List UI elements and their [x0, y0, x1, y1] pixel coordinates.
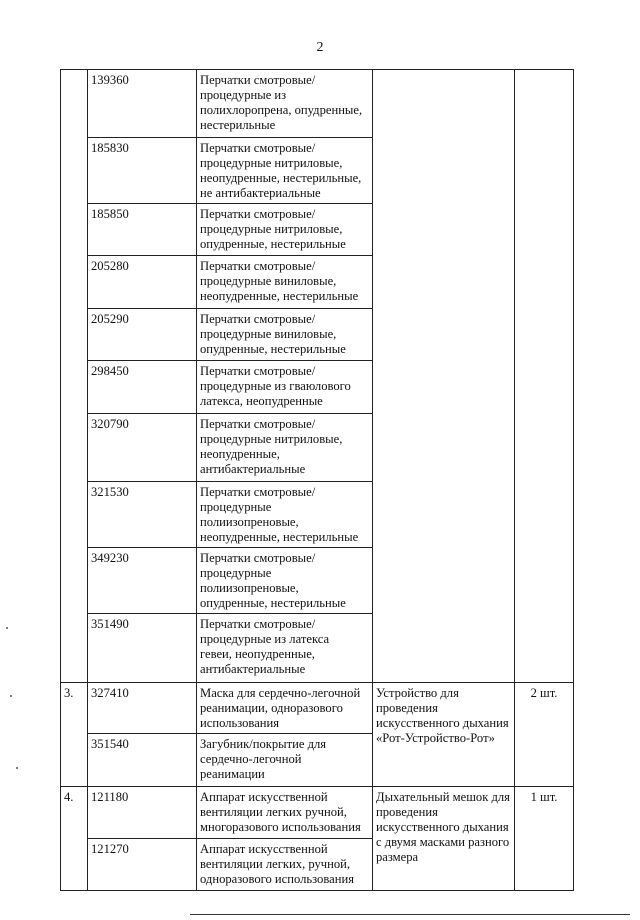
item-name: Перчатки смотровые/ процедурные нитриловые, неопудренные, антибактериальные: [197, 414, 373, 482]
item-code: 320790: [88, 414, 197, 482]
item-code: 205290: [88, 309, 197, 361]
item-code: 121270: [88, 839, 197, 891]
quantity: 1 шт.: [515, 787, 574, 891]
item-name: Аппарат искусственной вентиляции легких, ручной, одноразового использования: [197, 839, 373, 891]
item-code: 205280: [88, 256, 197, 309]
item-name: Перчатки смотровые/ процедурные полиизопреновые, опудренные, нестерильные: [197, 548, 373, 614]
equipment-table: [60, 69, 574, 891]
table-row: [61, 70, 574, 138]
item-name: Аппарат искусственной вентиляции легких ручной, многоразового использования: [197, 787, 373, 839]
item-code: 321530: [88, 482, 197, 548]
table-row: [61, 683, 574, 734]
item-code: 349230: [88, 548, 197, 614]
device-cell: [373, 70, 515, 683]
group-number: 3.: [61, 683, 88, 787]
quantity-cell: [515, 70, 574, 683]
item-name: Загубник/покрытие для сердечно-легочной реанимации: [197, 734, 373, 787]
item-code: 327410: [88, 683, 197, 734]
item-name: Перчатки смотровые/ процедурные нитриловые, опудренные, нестерильные: [197, 204, 373, 256]
item-code: 298450: [88, 361, 197, 414]
scan-speck: [10, 695, 12, 697]
group-number: 4.: [61, 787, 88, 891]
page-number: 2: [316, 40, 324, 55]
item-name: Перчатки смотровые/ процедурные виниловые, опудренные, нестерильные: [197, 309, 373, 361]
item-code: 185830: [88, 138, 197, 204]
quantity: 2 шт.: [515, 683, 574, 787]
table-row: [61, 787, 574, 839]
item-code: 185850: [88, 204, 197, 256]
item-code: 351540: [88, 734, 197, 787]
item-name: Маска для сердечно-легочной реанимации, одноразового использования: [197, 683, 373, 734]
item-code: 139360: [88, 70, 197, 138]
item-name: Перчатки смотровые/ процедурные из латекса гевеи, неопудренные, антибактериальные: [197, 614, 373, 683]
device-name: Устройство для проведения искусственного дыхания «Рот-Устройство-Рот»: [373, 683, 515, 787]
item-name: Перчатки смотровые/ процедурные полиизопреновые, неопудренные, нестерильные: [197, 482, 373, 548]
item-name: Перчатки смотровые/ процедурные нитриловые, неопудренные, нестерильные, не антибактериальные: [197, 138, 373, 204]
item-code: 351490: [88, 614, 197, 683]
item-name: Перчатки смотровые/ процедурные из гваюлового латекса, неопудренные: [197, 361, 373, 414]
item-name: Перчатки смотровые/ процедурные виниловые, неопудренные, нестерильные: [197, 256, 373, 309]
bottom-rule: [190, 914, 630, 915]
item-name: Перчатки смотровые/ процедурные из полихлоропрена, опудренные, нестерильные: [197, 70, 373, 138]
item-code: 121180: [88, 787, 197, 839]
number-cell: [61, 70, 88, 683]
scan-speck: [6, 627, 8, 629]
scan-speck: [16, 767, 18, 769]
device-name: Дыхательный мешок для проведения искусственного дыхания с двумя масками разного размера: [373, 787, 515, 891]
